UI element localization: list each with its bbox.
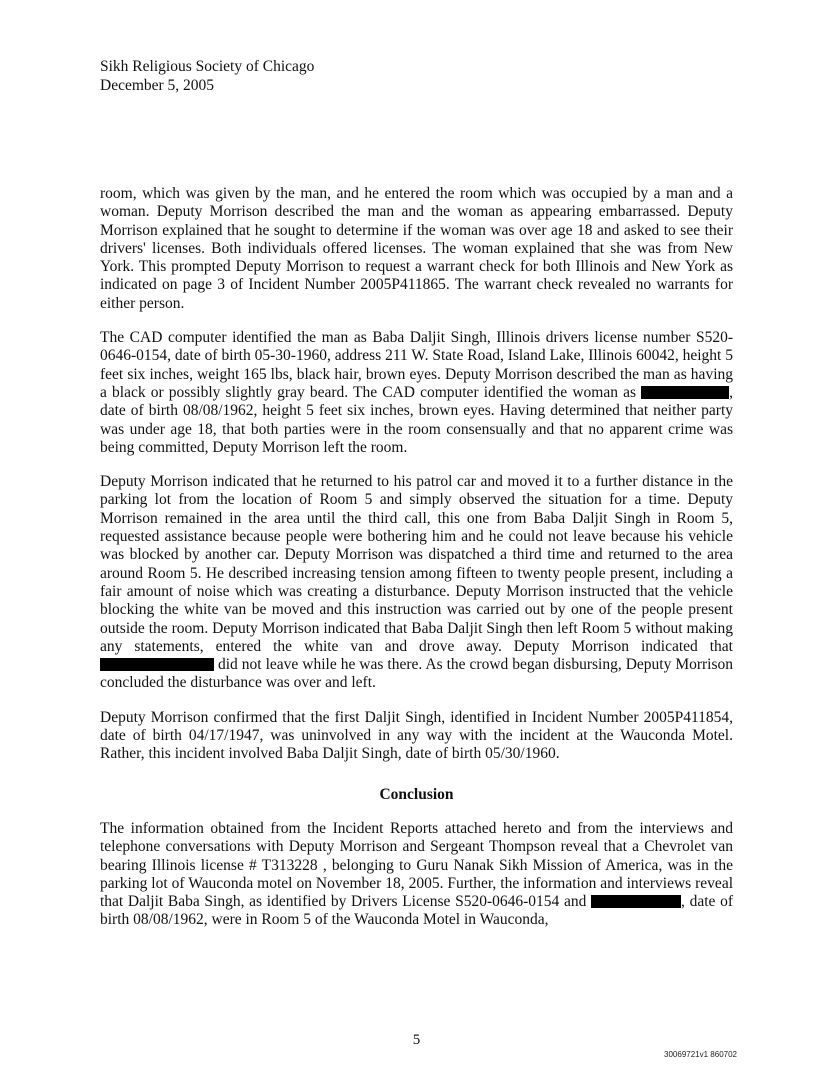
- paragraph-1: room, which was given by the man, and he entered the room which was occupied by a man and a woman. Deputy Morrison described the man and the woman as appearing embarrassed. Deputy Morrison explained that he sought to determine if the woman was over age 18 and asked to see their drivers' licenses. Both individuals offered licenses. The woman explained that she was from New York. This prompted Deputy Morrison to request a warrant check for both Illinois and New York as indicated on page 3 of Incident Number 2005P411865. The warrant check revealed no warrants for either person.: [100, 185, 733, 312]
- redaction-bar: [641, 386, 729, 399]
- paragraph-5-part-b: , date of birth 08/08/1962, were in Room 5 of the Wauconda Motel in Wauconda,: [100, 893, 733, 929]
- document-id: 30069721v1 860702: [664, 1050, 737, 1059]
- redaction-bar: [591, 895, 681, 908]
- paragraph-2-part-b: , date of birth 08/08/1962, height 5 feet six inches, brown eyes. Having determined that neither party was under age 18, that both parties were in the room consensually and that no apparent crime was being committed, Deputy Morrison left the room.: [100, 383, 733, 456]
- paragraph-5-part-a: The information obtained from the Incident Reports attached hereto and from the interviews and telephone conversations with Deputy Morrison and Sergeant Thompson reveal that a Chevrolet van bearing Illinois license # T313228 , belonging to Guru Nanak Sikh Mission of America, was in the parking lot of Wauconda motel on November 18, 2005. Further, the information and interviews reveal that Daljit Baba Singh, as identified by Drivers License S520-0646-0154 and: [100, 819, 733, 911]
- conclusion-heading: Conclusion: [379, 785, 454, 803]
- paragraph-3-part-b: did not leave while he was there. As the crowd began disbursing, Deputy Morrison concluded the disturbance was over and left.: [100, 656, 734, 692]
- letter-body: [100, 185, 733, 946]
- letter-header: [100, 57, 314, 95]
- letter-date: December 5, 2005: [100, 77, 215, 94]
- paragraph-4: Deputy Morrison confirmed that the first Daljit Singh, identified in Incident Number 2005P411854, date of birth 04/17/1947, was uninvolved in any way with the incident at the Wauconda Motel. Rather, this incident involved Baba Daljit Singh, date of birth 05/30/1960.: [100, 708, 733, 763]
- paragraph-3-part-a: Deputy Morrison indicated that he returned to his patrol car and moved it to a further distance in the parking lot from the location of Room 5 and simply observed the situation for a time. Deputy Morrison remained in the area until the third call, this one from Baba Daljit Singh in Room 5, requested assistance because people were bothering him and he could not leave because his vehicle was blocked by another car. Deputy Morrison was dispatched a third time and returned to the area around Room 5. He described increasing tension among fifteen to twenty people present, including a fair amount of noise which was creating a disturbance. Deputy Morrison instructed that the vehicle blocking the white van be moved and this instruction was carried out by one of the people present outside the room. Deputy Morrison indicated that Baba Daljit Singh then left Room 5 without making any statements, entered the white van and drove away. Deputy Morrison indicated that: [100, 473, 733, 655]
- paragraph-2: [100, 329, 733, 457]
- redaction-bar: [100, 658, 214, 671]
- paragraph-5: [100, 820, 733, 930]
- paragraph-2-part-a: The CAD computer identified the man as Baba Daljit Singh, Illinois drivers license number S520-0646-0154, date of birth 05-30-1960, address 211 W. State Road, Island Lake, Illinois 60042, height 5 feet six inches, weight 165 lbs, black hair, brown eyes. Deputy Morrison described the man as having a black or possibly slightly gray beard. The CAD computer identified the woman as: [100, 329, 733, 401]
- paragraph-3: [100, 473, 733, 693]
- page-number: 5: [412, 1032, 421, 1048]
- organization-name: Sikh Religious Society of Chicago: [100, 58, 315, 75]
